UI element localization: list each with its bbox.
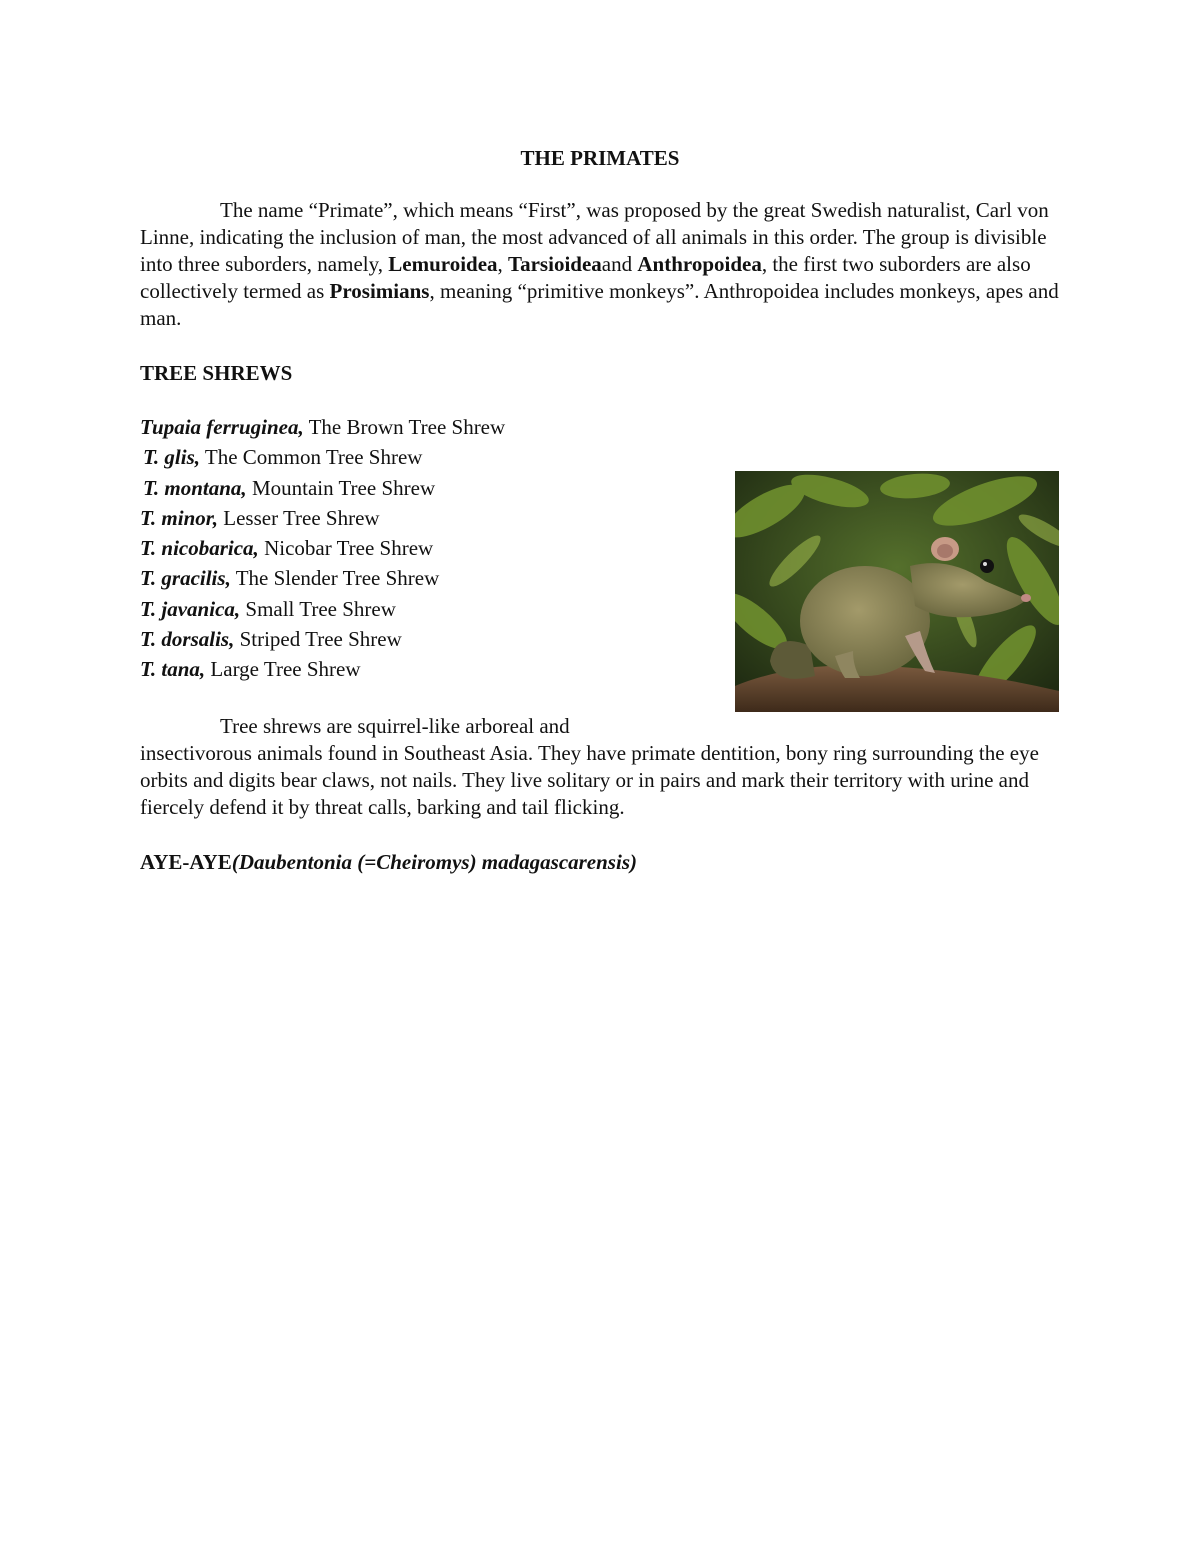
species-common-name: Nicobar Tree Shrew — [258, 536, 434, 561]
tree-shrews-heading: TREE SHREWS — [140, 361, 293, 385]
species-common-name: Large Tree Shrew — [205, 657, 361, 682]
intro-text-1: The name “Primate”, which means “First”, was proposed by the great Swedish naturalist, Carl von Linne, indicating the inclusion of man, the most advanced of all animals in this order. The group is divisible into three suborders, namely, — [140, 198, 1049, 276]
term-anthropoidea: Anthropoidea — [637, 252, 762, 276]
species-name: T. tana, — [140, 657, 206, 682]
aye-aye-heading — [140, 849, 637, 876]
species-common-name: Lesser Tree Shrew — [218, 505, 380, 530]
intro-and: and — [601, 252, 633, 276]
tree-shrew-illustration — [735, 471, 1059, 712]
species-common-name: The Brown Tree Shrew — [303, 415, 506, 439]
species-item — [140, 596, 505, 626]
species-item — [140, 444, 505, 474]
species-name: T. javanica, — [140, 596, 241, 621]
species-name: T. glis, — [143, 445, 200, 470]
tree-shrews-description — [140, 713, 1070, 821]
description-first-line: Tree shrews are squirrel-like arboreal and — [220, 714, 570, 738]
species-item — [140, 414, 505, 444]
term-lemuroidea: Lemuroidea — [388, 252, 498, 276]
description-rest: insectivorous animals found in Southeast Asia. They have primate dentition, bony ring surrounding the eye orbits and digits bear claws, not nails. They live solitary or in pairs and mark their territory with urine and fiercely defend it by threat calls, barking and tail flicking. — [140, 741, 1039, 819]
species-item — [140, 535, 505, 565]
species-name: T. nicobarica, — [140, 536, 259, 561]
tree-shrew-photo — [735, 471, 1059, 712]
species-item — [140, 565, 505, 595]
species-name: T. dorsalis, — [140, 627, 235, 652]
species-item — [140, 656, 505, 686]
term-tarsioidea: Tarsioidea — [508, 252, 602, 276]
aye-aye-scientific-name: (Daubentonia (=Cheiromys) madagascarensis) — [231, 850, 637, 874]
intro-text-2: , the first two suborders are also collectively termed as — [140, 252, 1031, 303]
species-name: T. gracilis, — [140, 566, 231, 591]
intro-paragraph — [140, 197, 1070, 332]
species-name: Tupaia ferruginea, — [140, 415, 304, 439]
species-item — [140, 505, 505, 535]
species-common-name: Striped Tree Shrew — [234, 627, 402, 652]
species-name: T. montana, — [143, 475, 247, 500]
species-item — [140, 475, 505, 505]
species-common-name: The Slender Tree Shrew — [230, 566, 440, 591]
species-name: T. minor, — [140, 505, 219, 530]
intro-text-3: , meaning “primitive monkeys”. Anthropoidea includes monkeys, apes and man. — [140, 279, 1059, 330]
aye-aye-name: AYE-AYE — [140, 850, 232, 874]
page-title: THE PRIMATES — [520, 146, 680, 170]
species-common-name: Small Tree Shrew — [240, 596, 396, 621]
species-list — [140, 414, 505, 687]
species-common-name: Mountain Tree Shrew — [246, 475, 436, 500]
intro-comma: , — [497, 252, 509, 276]
species-common-name: The Common Tree Shrew — [200, 445, 423, 470]
species-item — [140, 626, 505, 656]
term-prosimians: Prosimians — [329, 279, 430, 303]
